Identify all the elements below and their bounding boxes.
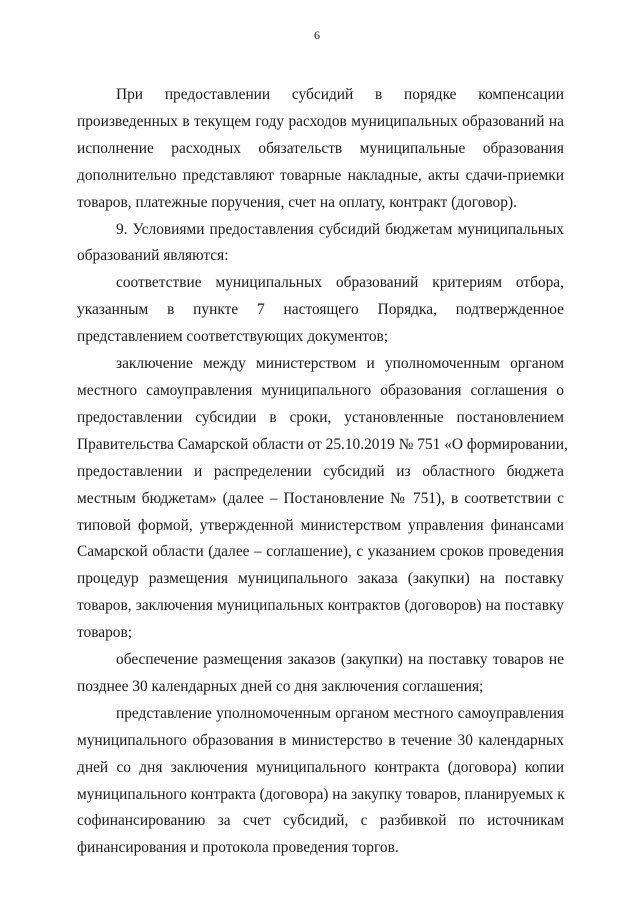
text-line: позднее 30 календарных дней со дня заключения соглашения; — [77, 677, 484, 695]
text-line: дней со дня заключения муниципального контракта (договора) копии — [77, 758, 564, 776]
text-line: При предоставлении субсидий в порядке компенсации — [116, 86, 564, 103]
text-line: муниципального контракта (договора) на закупку товаров, планируемых к — [77, 785, 565, 803]
document-body — [77, 82, 568, 862]
text-line: произведенных в текущем году расходов муниципальных образований на — [77, 112, 564, 130]
text-line: заключение между министерством и уполномоченным органом — [116, 355, 564, 373]
paragraph-compensation-documents — [77, 82, 564, 217]
text-line: указанным в пункте 7 настоящего Порядка, подтвержденное — [77, 301, 564, 319]
text-line: муниципального образования в министерство в течение 30 календарных — [77, 731, 564, 749]
text-line: исполнение расходных обязательств муниципальные образования — [77, 139, 564, 157]
text-line: товаров; — [77, 624, 133, 642]
text-line: представлением соответствующих документов; — [77, 328, 389, 346]
text-line: финансирования и протокола проведения торгов. — [77, 839, 399, 857]
text-line: обеспечение размещения заказов (закупки) на поставку товаров не — [116, 651, 564, 669]
paragraph-item-9-conditions — [77, 217, 564, 271]
text-line: Самарской области (далее – соглашение), с указанием сроков проведения — [77, 543, 564, 561]
text-line: образований являются: — [77, 247, 229, 265]
text-line: Правительства Самарской области от 25.10.2019 № 751 «О формировании, — [77, 435, 568, 453]
paragraph-condition-agreement — [77, 351, 568, 647]
text-line: типовой формой, утвержденной министерством управления финансами — [77, 516, 564, 534]
page-number: 6 — [314, 28, 320, 42]
paragraph-condition-contract-copy — [77, 701, 564, 862]
text-line: местного самоуправления муниципального образования соглашения о — [77, 381, 564, 399]
text-line: предоставлении субсидии в сроки, установленные постановлением — [77, 408, 564, 426]
paragraph-condition-orders — [77, 647, 564, 701]
text-line: дополнительно представляют товарные накладные, акты сдачи-приемки — [77, 166, 564, 184]
text-line: 9. Условиями предоставления субсидий бюджетам муниципальных — [116, 220, 564, 238]
text-line: представление уполномоченным органом местного самоуправления — [116, 704, 564, 722]
text-line: товаров, заключения муниципальных контрактов (договоров) на поставку — [77, 597, 564, 615]
text-line: софинансированию за счет субсидий, с разбивкой по источникам — [77, 812, 564, 830]
text-line: соответствие муниципальных образований критериям отбора, — [116, 274, 564, 292]
paragraph-condition-criteria — [77, 270, 564, 351]
text-line: местным бюджетам» (далее – Постановление № 751), в соответствии с — [77, 489, 564, 507]
text-line: процедур размещения муниципального заказа (закупки) на поставку — [77, 570, 564, 588]
text-line: товаров, платежные поручения, счет на оплату, контракт (договор). — [77, 193, 517, 211]
text-line: предоставлении и распределении субсидий из областного бюджета — [77, 462, 564, 480]
